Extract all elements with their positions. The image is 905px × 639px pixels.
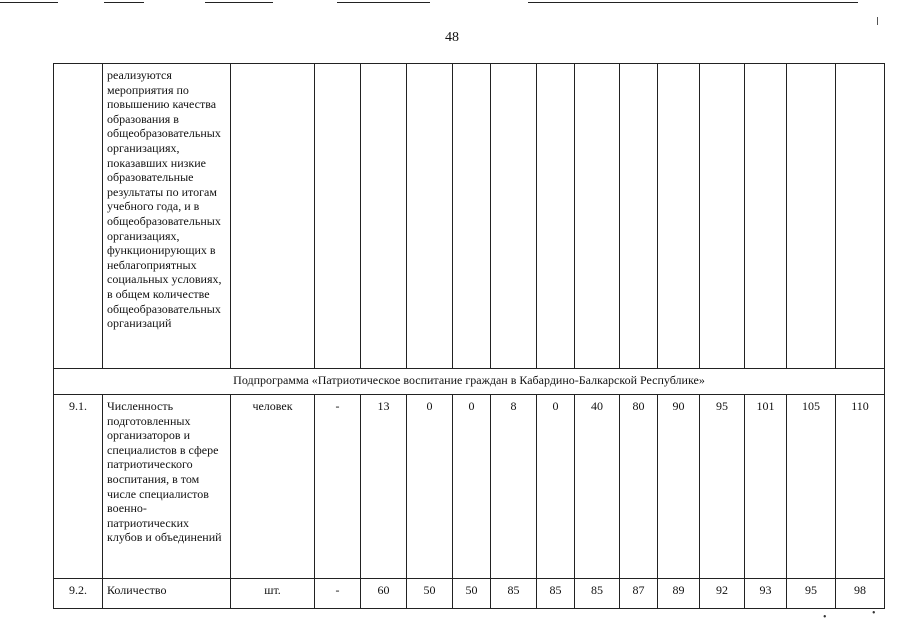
table-row	[54, 395, 885, 579]
value-cell: 110	[836, 395, 885, 579]
row-description: Количество	[103, 579, 231, 609]
value-cell	[453, 64, 491, 369]
value-cell: 98	[836, 579, 885, 609]
description-cell: реализуются мероприятия по повышению качества образования в общеобразовательных организациях, показавших низкие образовательные результаты по итогам учебного года, и в общеобразовательных организациях, функционирующих в неблагоприятных социальных условиях, в общем количестве общеобразовательных организаций	[103, 64, 231, 369]
margin-tick	[877, 17, 878, 25]
value-cell	[491, 64, 537, 369]
header-rule-3	[205, 2, 273, 3]
subprogram-heading: Подпрограмма «Патриотическое воспитание граждан в Кабардино-Балкарской Республике»	[54, 369, 885, 395]
value-cell	[836, 64, 885, 369]
value-cell: 93	[745, 579, 787, 609]
value-cell	[315, 64, 361, 369]
value-cell	[787, 64, 836, 369]
value-cell	[575, 64, 620, 369]
header-rule-1	[0, 2, 58, 3]
value-cell: 85	[491, 579, 537, 609]
value-cell: 90	[658, 395, 700, 579]
row-description: Численность подготовленных организаторов и специалистов в сфере патриотического воспитания, в том числе специалистов военно-патриотических клубов и объединений	[103, 395, 231, 579]
scan-speck: •	[872, 608, 876, 619]
value-cell: 85	[537, 579, 575, 609]
value-cell: -	[315, 579, 361, 609]
row-unit: шт.	[231, 579, 315, 609]
table-row	[54, 579, 885, 609]
value-cell: 0	[407, 395, 453, 579]
row-unit: человек	[231, 395, 315, 579]
row-number: 9.2.	[54, 579, 103, 609]
value-cell: 40	[575, 395, 620, 579]
value-cell: 0	[453, 395, 491, 579]
scan-speck: •	[823, 612, 827, 623]
value-cell	[658, 64, 700, 369]
header-rule-2	[104, 2, 144, 3]
header-rule-4	[337, 2, 430, 3]
indicators-table	[53, 63, 885, 609]
value-cell	[700, 64, 745, 369]
unit-cell	[231, 64, 315, 369]
value-cell: 8	[491, 395, 537, 579]
value-cell: 0	[537, 395, 575, 579]
value-cell: 50	[453, 579, 491, 609]
value-cell: -	[315, 395, 361, 579]
value-cell: 87	[620, 579, 658, 609]
subprogram-heading-row	[54, 369, 885, 395]
value-cell: 80	[620, 395, 658, 579]
value-cell	[745, 64, 787, 369]
value-cell: 85	[575, 579, 620, 609]
value-cell	[361, 64, 407, 369]
value-cell: 101	[745, 395, 787, 579]
value-cell: 95	[787, 579, 836, 609]
header-rule-5	[528, 2, 858, 3]
row-number: 9.1.	[54, 395, 103, 579]
value-cell	[537, 64, 575, 369]
page-number: 48	[445, 30, 459, 45]
value-cell: 60	[361, 579, 407, 609]
value-cell: 95	[700, 395, 745, 579]
continuation-row	[54, 64, 885, 369]
number-cell	[54, 64, 103, 369]
value-cell: 13	[361, 395, 407, 579]
value-cell	[620, 64, 658, 369]
value-cell: 50	[407, 579, 453, 609]
value-cell: 105	[787, 395, 836, 579]
value-cell	[407, 64, 453, 369]
value-cell: 92	[700, 579, 745, 609]
value-cell: 89	[658, 579, 700, 609]
